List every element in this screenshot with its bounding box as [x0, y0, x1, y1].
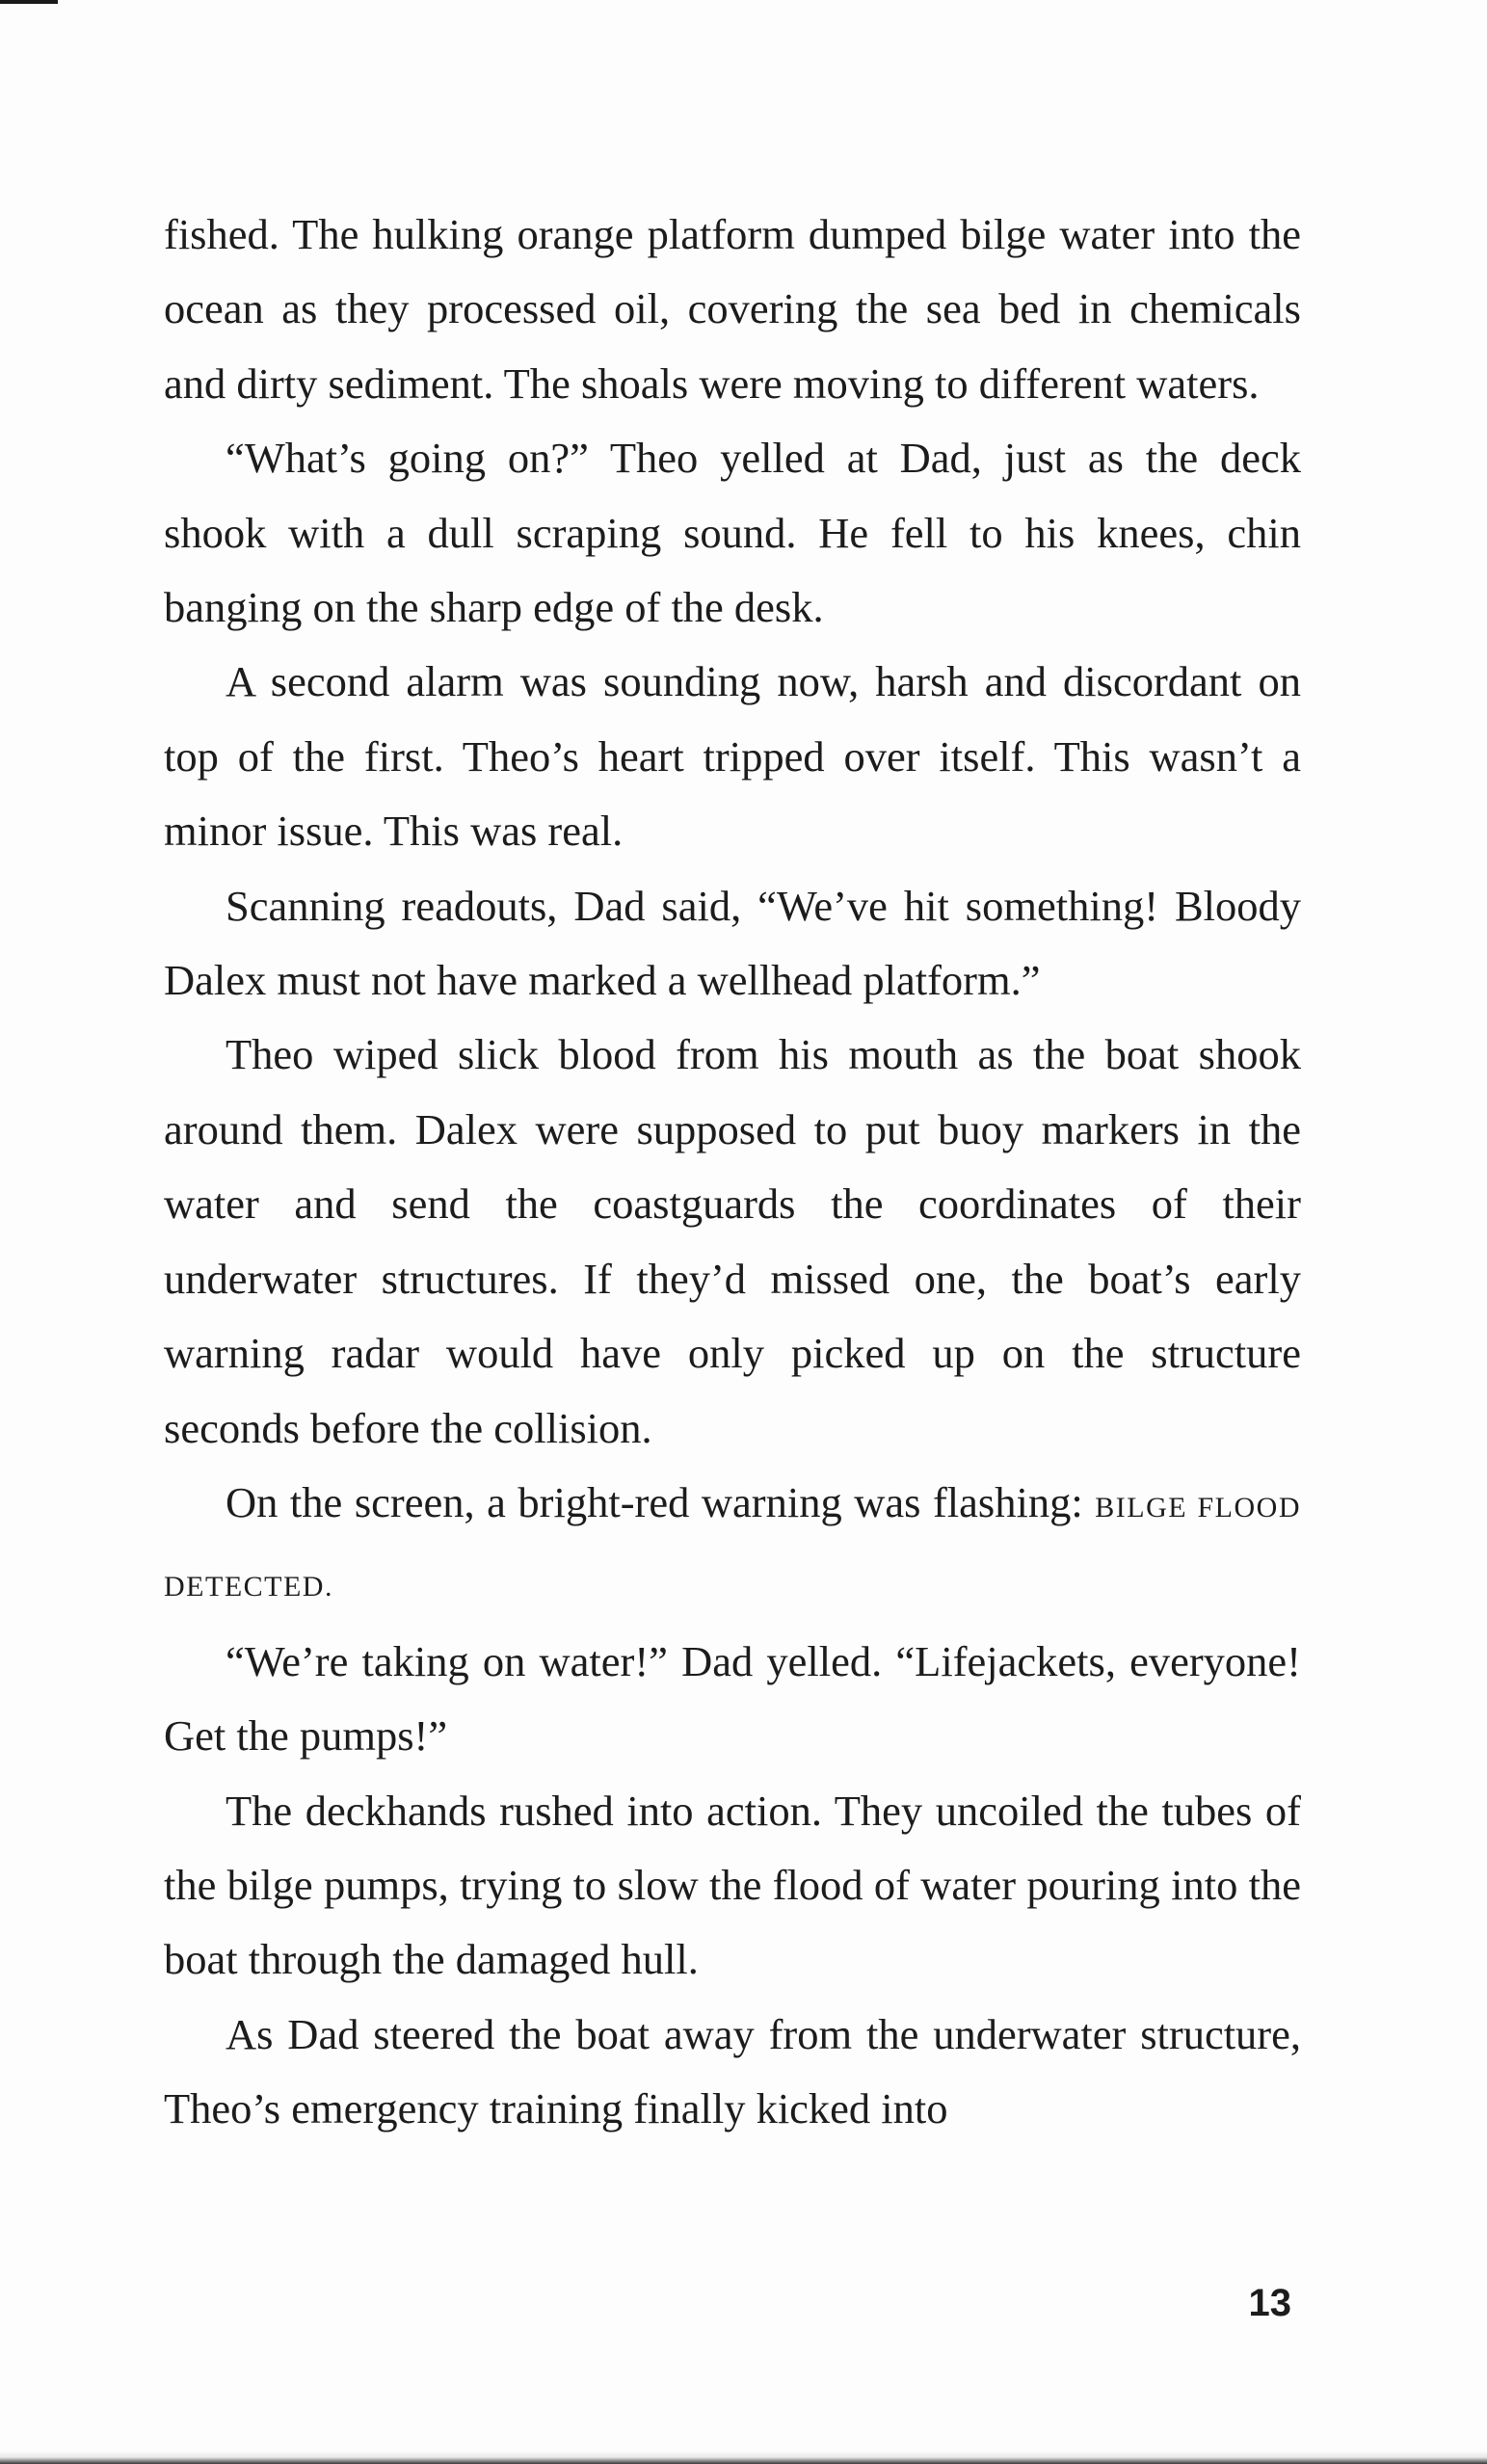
page-number: 13 — [1248, 2282, 1291, 2324]
paragraph-6 — [164, 1466, 1301, 1625]
scan-edge-bottom — [0, 2451, 1487, 2464]
paragraph-3: A second alarm was sounding now, harsh and discordant on top of the first. Theo’s heart tripped over itself. This wasn’t a minor issue. This was real. — [164, 657, 1301, 856]
paragraph-6-text: On the screen, a bright-red warning was flashing: — [226, 1477, 1096, 1526]
paragraph-4: Scanning readouts, Dad said, “We’ve hit something! Bloody Dalex must not have marked a wellhead platform.” — [164, 881, 1301, 1005]
paragraph-7: “We’re taking on water!” Dad yelled. “Lifejackets, everyone! Get the pumps!” — [164, 1636, 1301, 1761]
paragraph-1: fished. The hulking orange platform dumped bilge water into the ocean as they processed oil, covering the sea bed in chemicals and dirty sediment. The shoals were moving to different waters. — [164, 210, 1301, 408]
warning-text: BILGE FLOOD DETECTED. — [164, 1491, 1301, 1603]
paragraph-9: As Dad steered the boat away from the underwater structure, Theo’s emergency training finally kicked into — [164, 2009, 1301, 2133]
paragraph-5: Theo wiped slick blood from his mouth as the boat shook around them. Dalex were supposed to put buoy markers in the water and send the coastguards the coordinates of their underwater structures. If they’d missed one, the boat’s early warning radar would have only picked up on the structure seconds before the collision. — [164, 1030, 1301, 1452]
paragraph-8: The deckhands rushed into action. They uncoiled the tubes of the bilge pumps, trying to slow the flood of water pouring into the boat through the damaged hull. — [164, 1786, 1301, 1984]
scan-edge-top — [0, 0, 58, 4]
paragraph-2: “What’s going on?” Theo yelled at Dad, just as the deck shook with a dull scraping sound. He fell to his knees, chin banging on the sharp edge of the desk. — [164, 434, 1301, 632]
body-text — [164, 198, 1301, 2147]
